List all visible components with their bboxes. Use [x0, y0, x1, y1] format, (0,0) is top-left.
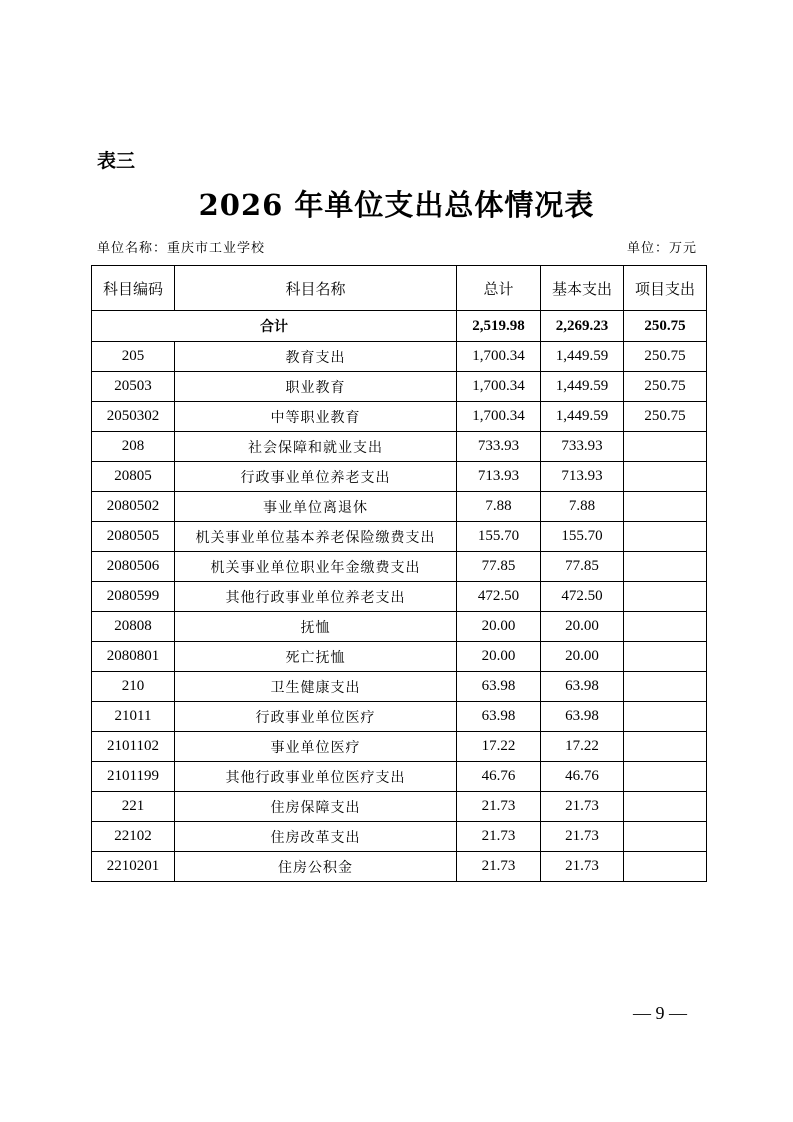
row-code: 20808 — [92, 612, 175, 642]
row-basic: 472.50 — [541, 582, 624, 612]
row-code: 2101199 — [92, 762, 175, 792]
row-name: 住房保障支出 — [175, 792, 457, 822]
row-basic: 63.98 — [541, 702, 624, 732]
row-code: 20805 — [92, 462, 175, 492]
row-total: 1,700.34 — [457, 402, 541, 432]
row-total: 46.76 — [457, 762, 541, 792]
row-total: 77.85 — [457, 552, 541, 582]
row-basic: 21.73 — [541, 792, 624, 822]
header-basic: 基本支出 — [541, 266, 624, 311]
row-project: 250.75 — [624, 372, 707, 402]
row-total: 7.88 — [457, 492, 541, 522]
row-name: 教育支出 — [175, 342, 457, 372]
row-code: 2210201 — [92, 852, 175, 882]
row-name: 住房改革支出 — [175, 822, 457, 852]
row-basic: 77.85 — [541, 552, 624, 582]
table-row — [92, 432, 707, 462]
row-total: 21.73 — [457, 792, 541, 822]
row-project — [624, 702, 707, 732]
row-project — [624, 642, 707, 672]
row-project — [624, 462, 707, 492]
row-name: 卫生健康支出 — [175, 672, 457, 702]
row-total: 21.73 — [457, 822, 541, 852]
row-name: 事业单位离退休 — [175, 492, 457, 522]
total-basic: 2,269.23 — [541, 311, 624, 342]
row-code: 221 — [92, 792, 175, 822]
row-basic: 20.00 — [541, 642, 624, 672]
row-total: 733.93 — [457, 432, 541, 462]
page-number: — 9 — — [633, 1003, 687, 1023]
row-project — [624, 672, 707, 702]
row-project — [624, 432, 707, 462]
row-name: 行政事业单位医疗 — [175, 702, 457, 732]
table-row — [92, 672, 707, 702]
total-project: 250.75 — [624, 311, 707, 342]
table-label: 表三 — [97, 150, 136, 172]
row-code: 205 — [92, 342, 175, 372]
row-name: 机关事业单位基本养老保险缴费支出 — [175, 522, 457, 552]
row-total: 63.98 — [457, 672, 541, 702]
table-row — [92, 642, 707, 672]
row-project — [624, 822, 707, 852]
row-name: 事业单位医疗 — [175, 732, 457, 762]
row-project — [624, 612, 707, 642]
header-project: 项目支出 — [624, 266, 707, 311]
row-basic: 1,449.59 — [541, 342, 624, 372]
header-row — [92, 266, 707, 311]
row-name: 机关事业单位职业年金缴费支出 — [175, 552, 457, 582]
total-label: 合计 — [92, 311, 457, 342]
row-basic: 1,449.59 — [541, 372, 624, 402]
row-basic: 17.22 — [541, 732, 624, 762]
table-row — [92, 342, 707, 372]
row-project — [624, 552, 707, 582]
row-total: 472.50 — [457, 582, 541, 612]
row-project: 250.75 — [624, 402, 707, 432]
row-code: 22102 — [92, 822, 175, 852]
table-row — [92, 462, 707, 492]
row-total: 17.22 — [457, 732, 541, 762]
row-basic: 1,449.59 — [541, 402, 624, 432]
row-name: 住房公积金 — [175, 852, 457, 882]
table-row — [92, 702, 707, 732]
row-total: 63.98 — [457, 702, 541, 732]
row-total: 20.00 — [457, 642, 541, 672]
table-row — [92, 522, 707, 552]
page-title: 2026 年单位支出总体情况表 — [198, 188, 595, 222]
row-project — [624, 492, 707, 522]
row-name: 行政事业单位养老支出 — [175, 462, 457, 492]
table-row — [92, 372, 707, 402]
table-row — [92, 852, 707, 882]
row-total: 1,700.34 — [457, 372, 541, 402]
table-row — [92, 822, 707, 852]
expenditure-table — [91, 265, 707, 882]
row-project — [624, 852, 707, 882]
row-code: 21011 — [92, 702, 175, 732]
row-project — [624, 732, 707, 762]
table-row — [92, 762, 707, 792]
header-code: 科目编码 — [92, 266, 175, 311]
row-basic: 7.88 — [541, 492, 624, 522]
row-basic: 46.76 — [541, 762, 624, 792]
table-row — [92, 492, 707, 522]
table-row — [92, 552, 707, 582]
row-total: 1,700.34 — [457, 342, 541, 372]
unit-measure: 单位：万元 — [626, 241, 697, 256]
row-name: 社会保障和就业支出 — [175, 432, 457, 462]
row-project — [624, 792, 707, 822]
row-basic: 713.93 — [541, 462, 624, 492]
total-total: 2,519.98 — [457, 311, 541, 342]
table-row — [92, 582, 707, 612]
row-code: 20503 — [92, 372, 175, 402]
row-total: 20.00 — [457, 612, 541, 642]
row-project — [624, 762, 707, 792]
row-basic: 21.73 — [541, 852, 624, 882]
row-name: 其他行政事业单位医疗支出 — [175, 762, 457, 792]
row-total: 713.93 — [457, 462, 541, 492]
row-name: 死亡抚恤 — [175, 642, 457, 672]
row-code: 2080502 — [92, 492, 175, 522]
row-total: 155.70 — [457, 522, 541, 552]
row-basic: 20.00 — [541, 612, 624, 642]
row-total: 21.73 — [457, 852, 541, 882]
table-row — [92, 732, 707, 762]
row-project — [624, 522, 707, 552]
row-basic: 21.73 — [541, 822, 624, 852]
row-project — [624, 582, 707, 612]
row-basic: 63.98 — [541, 672, 624, 702]
table-row — [92, 402, 707, 432]
row-basic: 733.93 — [541, 432, 624, 462]
row-code: 2080801 — [92, 642, 175, 672]
row-name: 中等职业教育 — [175, 402, 457, 432]
total-row — [92, 311, 707, 342]
row-code: 2050302 — [92, 402, 175, 432]
row-basic: 155.70 — [541, 522, 624, 552]
header-total: 总计 — [457, 266, 541, 311]
row-code: 210 — [92, 672, 175, 702]
row-code: 2080506 — [92, 552, 175, 582]
row-name: 抚恤 — [175, 612, 457, 642]
row-code: 2101102 — [92, 732, 175, 762]
table-row — [92, 612, 707, 642]
unit-name: 单位名称：重庆市工业学校 — [97, 241, 266, 256]
table-row — [92, 792, 707, 822]
row-code: 2080599 — [92, 582, 175, 612]
row-code: 208 — [92, 432, 175, 462]
row-name: 职业教育 — [175, 372, 457, 402]
row-code: 2080505 — [92, 522, 175, 552]
row-name: 其他行政事业单位养老支出 — [175, 582, 457, 612]
row-project: 250.75 — [624, 342, 707, 372]
header-name: 科目名称 — [175, 266, 457, 311]
